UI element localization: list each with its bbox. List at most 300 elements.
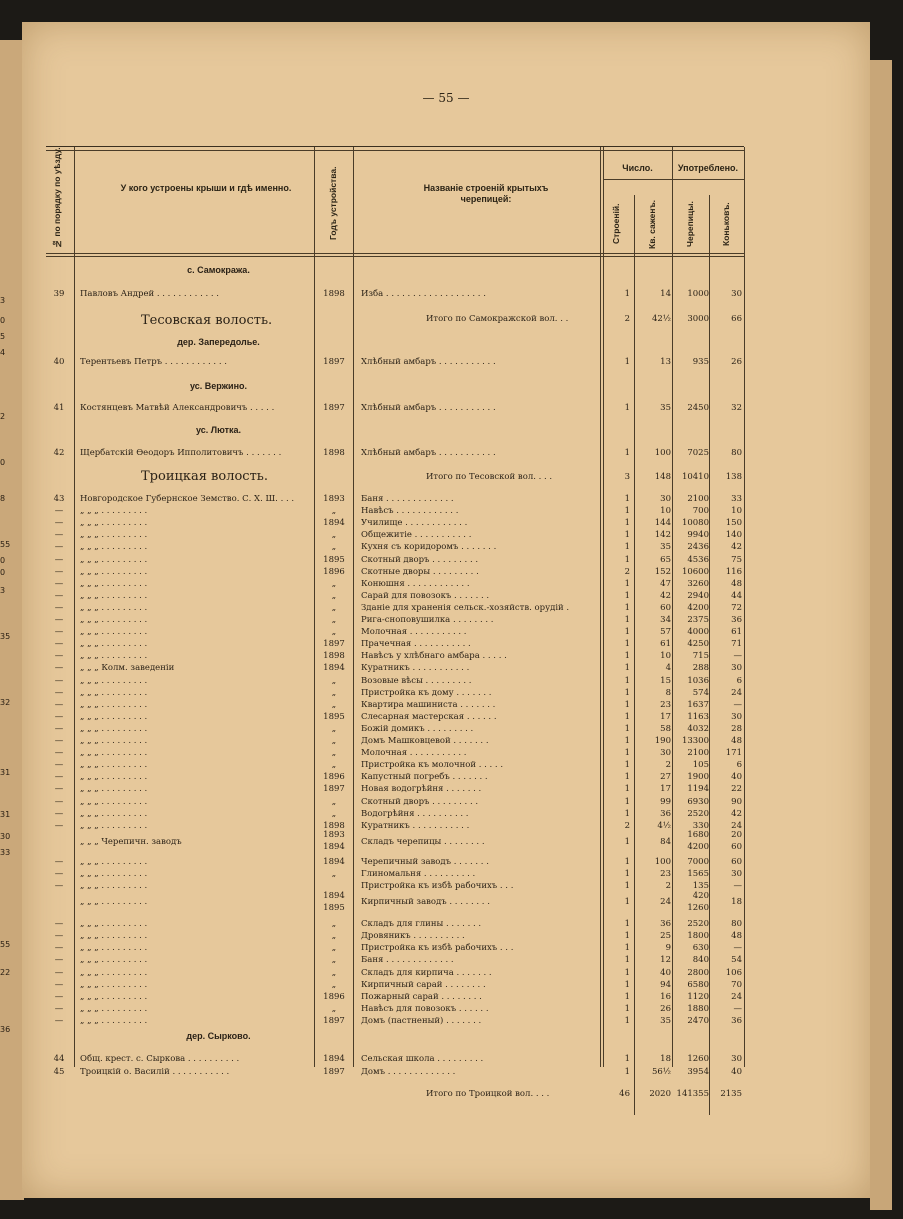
cell-owner: „ „ „ . . . . . . . . .: [80, 627, 148, 638]
cell-building: Глиномальня . . . . . . . . . .: [361, 868, 476, 879]
volost-heading: Тесовская волость.: [141, 313, 273, 328]
cell-building: Домъ (пастненый) . . . . . . .: [361, 1015, 482, 1026]
cell-no: —: [54, 506, 64, 517]
cell-building: Хлѣбный амбаръ . . . . . . . . . . .: [361, 403, 496, 413]
cell-no: —: [54, 675, 64, 686]
cell-area: 58: [660, 723, 671, 734]
cell-count: 1: [624, 796, 630, 807]
cell: 18: [731, 897, 742, 908]
cell-ridge: 80: [731, 919, 742, 930]
cell-count: 1: [624, 530, 630, 541]
margin-number: 36: [0, 1025, 11, 1034]
cell-no: —: [54, 1015, 64, 1026]
cell-count: 1: [624, 856, 630, 867]
cell-area: 30: [660, 494, 671, 504]
cell-ridge: 71: [731, 639, 742, 650]
table-row: [46, 1066, 744, 1079]
cell-ridge: 6: [736, 760, 742, 771]
cell-area: 17: [660, 784, 671, 795]
cell-no: 43: [53, 494, 65, 504]
cell-no: —: [54, 518, 64, 529]
cell-no: —: [54, 1003, 64, 1014]
cell-owner: „ „ „ . . . . . . . . .: [80, 736, 148, 746]
table-row: [46, 723, 744, 736]
cell-area: 23: [660, 699, 671, 710]
cell-ridge: 28: [731, 723, 742, 734]
table-row: [46, 711, 744, 724]
cell-building: Слесарная мастерская . . . . . .: [361, 711, 497, 722]
table-row: [46, 1003, 744, 1016]
table-row: [46, 759, 744, 772]
cell-no: —: [54, 578, 64, 589]
cell: 1260: [687, 903, 709, 914]
cell-tiles: 1036: [687, 675, 709, 686]
cell-ridge: 32: [731, 403, 742, 413]
table-row: [46, 554, 744, 567]
cell-no: —: [54, 808, 64, 819]
cell-building: Училище . . . . . . . . . . . .: [361, 518, 468, 529]
margin-number: 2: [0, 412, 6, 421]
cell-tiles: 105: [692, 760, 709, 771]
cell-ridge: 90: [731, 796, 742, 807]
cell-count: 1: [624, 881, 630, 891]
cell-building: Конюшня . . . . . . . . . . . .: [361, 578, 470, 589]
cell-building: Баня . . . . . . . . . . . . .: [361, 494, 454, 504]
cell-building: Пристройка къ молочной . . . . .: [361, 760, 504, 771]
cell-area: 42½: [651, 314, 671, 324]
cell-tiles: 3000: [687, 314, 709, 324]
table-row: [46, 942, 744, 955]
cell-no: —: [54, 651, 64, 662]
cell-building: Божій домикъ . . . . . . . . .: [361, 723, 474, 734]
cell-building: Сарай для повозокъ . . . . . . .: [361, 590, 490, 601]
page-number: — 55 —: [422, 91, 470, 105]
cell-ridge: —: [733, 1003, 742, 1014]
cell-owner: „ „ „ . . . . . . . . .: [80, 530, 148, 541]
cell-building: Кухня съ коридоромъ . . . . . . .: [361, 542, 497, 553]
cell-area: 4½: [657, 820, 671, 831]
cell-count: 1: [624, 687, 630, 698]
cell-owner: „ „ „ . . . . . . . . .: [80, 687, 148, 698]
cell-no: 41: [53, 403, 65, 413]
cell-count: 1: [624, 403, 630, 413]
cell-building: Скотные дворы . . . . . . . . .: [361, 566, 479, 577]
cell-area: 30: [660, 748, 671, 759]
cell-building: Итого по Самокражской вол. . .: [426, 314, 569, 324]
cell-area: 94: [660, 979, 671, 990]
cell-tiles: 6930: [687, 796, 709, 807]
margin-number: 55: [0, 540, 11, 549]
cell-tiles: 6580: [687, 979, 709, 990]
cell-no: —: [54, 881, 64, 891]
cell-count: 1: [624, 357, 630, 367]
cell-tiles: 574: [692, 687, 709, 698]
cell-year: „: [331, 687, 337, 698]
cell-year: 1897: [323, 784, 345, 795]
cell-count: 1: [624, 711, 630, 722]
cell-tiles: 2520: [687, 808, 709, 819]
cell-owner: „ „ „ . . . . . . . . .: [80, 881, 148, 891]
table-row: [46, 517, 744, 530]
cell-year: „: [331, 808, 337, 819]
cell-area: 190: [654, 736, 671, 746]
cell-tiles: 7025: [687, 448, 709, 458]
table-row: [46, 967, 744, 980]
cell-tiles: 10080: [681, 518, 709, 529]
cell-tiles: 288: [692, 663, 709, 674]
table-row: [46, 602, 744, 615]
cell-ridge: 66: [731, 314, 742, 324]
header-count: Строеній.: [611, 203, 621, 245]
cell-ridge: 30: [731, 711, 742, 722]
cell-no: 45: [53, 1066, 65, 1077]
cell-tiles: 2375: [687, 615, 709, 625]
cell-ridge: 42: [731, 542, 742, 553]
cell-tiles: 2100: [687, 494, 709, 504]
cell-building: Сельская школа . . . . . . . . .: [361, 1054, 484, 1064]
cell-tiles: 700: [692, 506, 709, 517]
cell-owner: Новгородское Губернское Земство. С. Х. Ш. . . .: [80, 494, 295, 504]
cell-owner: „ „ „ . . . . . . . . .: [80, 931, 148, 942]
cell-building: Квартира машиниста . . . . . . .: [361, 699, 496, 710]
cell-owner: „ „ „ . . . . . . . . .: [80, 967, 148, 978]
cell-building: Домъ . . . . . . . . . . . . .: [361, 1066, 456, 1077]
cell-building: Молочная . . . . . . . . . . .: [361, 627, 467, 638]
table-row: [46, 541, 744, 554]
table-row: [46, 578, 744, 591]
cell: „ „ „ . . . . . . . . .: [80, 897, 148, 908]
cell-tiles: 1120: [687, 991, 709, 1002]
header-owner: У кого устроены крыши и гдѣ именно.: [120, 183, 292, 193]
settlement-heading: дер. Сырково.: [186, 1031, 251, 1041]
cell: 1680: [687, 829, 709, 840]
cell-owner: „ „ „ . . . . . . . . .: [80, 518, 148, 529]
cell-tiles: 4536: [687, 554, 709, 565]
cell-building: Пристройка къ избѣ рабочихъ . . .: [361, 881, 514, 891]
cell-area: 10: [660, 651, 671, 662]
cell-count: 1: [624, 448, 630, 458]
cell-year: 1894: [323, 1054, 345, 1064]
cell: 1893: [323, 829, 345, 840]
cell-no: —: [54, 590, 64, 601]
cell: 4200: [687, 841, 709, 852]
header-used-group: Употреблено.: [677, 163, 739, 173]
cell-count: 1: [624, 919, 630, 930]
cell-tiles: 1260: [687, 1054, 709, 1064]
cell-area: 25: [660, 931, 671, 942]
cell-owner: „ „ „ . . . . . . . . .: [80, 566, 148, 577]
cell-count: 1: [624, 590, 630, 601]
total-count: 46: [619, 1088, 630, 1099]
cell-year: „: [331, 590, 337, 601]
cell-year: „: [331, 760, 337, 771]
cell-ridge: 171: [725, 748, 742, 759]
table-row: [46, 638, 744, 651]
cell-no: —: [54, 530, 64, 541]
cell-area: 99: [660, 796, 671, 807]
cell-no: 42: [53, 448, 65, 458]
cell-count: 1: [624, 967, 630, 978]
cell-building: Возовые вѣсы . . . . . . . . .: [361, 675, 472, 686]
margin-number: 33: [0, 848, 11, 857]
cell-no: —: [54, 955, 64, 966]
cell-area: 9: [665, 943, 671, 954]
table-row: [46, 662, 744, 675]
document-page: [22, 22, 870, 1198]
cell-owner: „ „ „ . . . . . . . . .: [80, 590, 148, 601]
cell-owner: „ „ „ . . . . . . . . .: [80, 868, 148, 879]
cell: 1894: [323, 841, 345, 852]
table-row: [46, 841, 744, 854]
cell-year: 1897: [323, 639, 345, 650]
cell-ridge: 24: [731, 820, 742, 831]
cell-ridge: 26: [731, 357, 742, 367]
cell-tiles: 1163: [687, 711, 709, 722]
cell-ridge: 116: [725, 566, 742, 577]
table-row: [46, 954, 744, 967]
cell-building: Капустный погребъ . . . . . . .: [361, 772, 488, 783]
cell-area: 142: [654, 530, 671, 541]
cell-count: 1: [624, 639, 630, 650]
cell-owner: „ „ „ . . . . . . . . .: [80, 760, 148, 771]
margin-number: 8: [0, 494, 6, 503]
total-tiles: 141355: [676, 1088, 709, 1099]
cell-tiles: 1800: [687, 931, 709, 942]
cell-count: 1: [624, 991, 630, 1002]
margin-number: 3: [0, 586, 6, 595]
cell-year: „: [331, 675, 337, 686]
cell-area: 42: [660, 590, 671, 601]
cell-ridge: 70: [731, 979, 742, 990]
table-row: [46, 979, 744, 992]
cell-area: 2: [665, 760, 671, 771]
cell-area: 40: [660, 967, 671, 978]
cell-building: Складъ для глины . . . . . . .: [361, 919, 482, 930]
cell-owner: „ „ „ . . . . . . . . .: [80, 615, 148, 625]
cell-area: 57: [660, 627, 671, 638]
cell-building: Общежитіе . . . . . . . . . . .: [361, 530, 472, 541]
cell-tiles: 4000: [687, 627, 709, 638]
table-row: [46, 566, 744, 579]
margin-number: 5: [0, 332, 6, 341]
cell-building: Итого по Тесовской вол. . . .: [426, 472, 553, 482]
tile-roofs-table: [46, 146, 744, 1099]
cell-count: 1: [624, 772, 630, 783]
cell-ridge: 36: [731, 615, 742, 625]
cell-year: 1897: [323, 1015, 345, 1026]
total-label: Итого по Троицкой вол. . . .: [426, 1088, 550, 1099]
cell-year: „: [331, 955, 337, 966]
cell-owner: Общ. крест. с. Сыркова . . . . . . . . . .: [80, 1054, 240, 1064]
cell: 20: [731, 829, 742, 840]
cell-area: 35: [660, 403, 671, 413]
cell-tiles: 4032: [687, 723, 709, 734]
cell-year: 1897: [323, 357, 345, 367]
cell-no: —: [54, 856, 64, 867]
cell-year: „: [331, 602, 337, 613]
cell-no: 40: [53, 357, 65, 367]
cell-no: —: [54, 796, 64, 807]
cell-count: 1: [624, 518, 630, 529]
cell-owner: „ „ „ . . . . . . . . .: [80, 651, 148, 662]
cell-ridge: 36: [731, 1015, 742, 1026]
cell-year: „: [331, 578, 337, 589]
cell-owner: „ „ „ . . . . . . . . .: [80, 602, 148, 613]
margin-number: 22: [0, 968, 11, 977]
cell-ridge: 138: [725, 472, 742, 482]
cell-building: Водогрѣйня . . . . . . . . . .: [361, 808, 469, 819]
rule: [46, 253, 744, 254]
cell-no: —: [54, 639, 64, 650]
cell: 84: [660, 836, 671, 847]
cell-area: 65: [660, 554, 671, 565]
cell-no: 44: [53, 1054, 65, 1064]
header-no: № по порядку по уѣзду.: [52, 147, 62, 249]
cell-tiles: 7000: [687, 856, 709, 867]
cell-year: 1898: [323, 448, 345, 458]
cell-area: 100: [654, 856, 671, 867]
cell-ridge: 24: [731, 687, 742, 698]
cell-no: —: [54, 868, 64, 879]
cell-no: —: [54, 566, 64, 577]
cell-no: —: [54, 784, 64, 795]
header-building: Названіе строеній крытыхъ черепицей:: [423, 183, 549, 205]
rule: [46, 150, 744, 151]
cell-ridge: 40: [731, 1066, 742, 1077]
table-row: [46, 930, 744, 943]
cell-ridge: 30: [731, 663, 742, 674]
cell-year: „: [331, 931, 337, 942]
cell-ridge: —: [733, 881, 742, 891]
cell-tiles: 2800: [687, 967, 709, 978]
cell-building: Навѣсъ у хлѣбнаго амбара . . . . .: [361, 651, 507, 662]
cell: „ „ „ Черепичн. заводъ: [80, 836, 182, 847]
cell-no: —: [54, 919, 64, 930]
rule: [744, 147, 745, 1067]
cell-tiles: 3260: [687, 578, 709, 589]
cell-building: Прачечная . . . . . . . . . . .: [361, 639, 471, 650]
cell-owner: „ „ „ . . . . . . . . .: [80, 772, 148, 783]
cell-count: 1: [624, 955, 630, 966]
cell-ridge: 75: [731, 554, 742, 565]
cell-year: „: [331, 530, 337, 541]
cell-ridge: 48: [731, 931, 742, 942]
cell-tiles: 4200: [687, 602, 709, 613]
cell-area: 152: [654, 566, 671, 577]
cell-count: 1: [624, 506, 630, 517]
cell-tiles: 1565: [687, 868, 709, 879]
cell-count: 1: [624, 736, 630, 746]
cell-area: 17: [660, 711, 671, 722]
cell: 420: [692, 891, 709, 902]
cell-building: Хлѣбный амбаръ . . . . . . . . . . .: [361, 448, 496, 458]
cell-no: —: [54, 615, 64, 625]
cell-ridge: 60: [731, 856, 742, 867]
cell-no: —: [54, 736, 64, 746]
table-row: [46, 1053, 744, 1066]
cell-owner: Троицкій о. Василій . . . . . . . . . . .: [80, 1066, 230, 1077]
cell-no: 39: [53, 289, 65, 299]
cell-tiles: 4250: [687, 639, 709, 650]
margin-number: 0: [0, 316, 6, 325]
cell-owner: „ „ „ . . . . . . . . .: [80, 991, 148, 1002]
cell-tiles: 1637: [687, 699, 709, 710]
cell: 1: [624, 897, 630, 908]
cell-owner: „ „ „ . . . . . . . . .: [80, 711, 148, 722]
cell-year: 1897: [323, 1066, 345, 1077]
cell-year: „: [331, 627, 337, 638]
table-row: [46, 590, 744, 603]
cell-year: „: [331, 699, 337, 710]
cell-tiles: 2450: [687, 403, 709, 413]
cell-no: —: [54, 627, 64, 638]
table-row: [46, 918, 744, 931]
cell-area: 2: [665, 881, 671, 891]
table-row: [46, 796, 744, 809]
cell-count: 1: [624, 760, 630, 771]
cell-area: 15: [660, 675, 671, 686]
cell-no: —: [54, 687, 64, 698]
total-area: 2020: [649, 1088, 671, 1099]
cell-tiles: 2436: [687, 542, 709, 553]
cell-owner: „ „ „ . . . . . . . . .: [80, 1015, 148, 1026]
cell-ridge: 6: [736, 675, 742, 686]
cell-ridge: 106: [725, 967, 742, 978]
cell-no: —: [54, 711, 64, 722]
cell-year: 1896: [323, 991, 345, 1002]
table-row: [46, 675, 744, 688]
cell-owner: „ „ „ . . . . . . . . .: [80, 820, 148, 831]
cell-year: „: [331, 967, 337, 978]
margin-number: 31: [0, 810, 11, 819]
cell-area: 56½: [651, 1066, 671, 1077]
cell-owner: „ „ „ . . . . . . . . .: [80, 639, 148, 650]
settlement-heading: ус. Лютка.: [196, 425, 241, 435]
cell-tiles: 3954: [687, 1066, 709, 1077]
table-row: [46, 356, 744, 369]
cell-tiles: 1880: [687, 1003, 709, 1014]
cell-owner: „ „ „ . . . . . . . . .: [80, 943, 148, 954]
cell-area: 27: [660, 772, 671, 783]
table-row: [46, 529, 744, 542]
cell: Складъ черепицы . . . . . . . .: [361, 836, 485, 847]
cell-owner: „ „ „ Колм. заведеніи: [80, 663, 175, 674]
cell-year: „: [331, 723, 337, 734]
cell-owner: Павловъ Андрей . . . . . . . . . . . .: [80, 289, 219, 299]
cell-area: 16: [660, 991, 671, 1002]
cell-tiles: 135: [692, 881, 709, 891]
cell-no: —: [54, 943, 64, 954]
cell-year: 1896: [323, 566, 345, 577]
cell-owner: „ „ „ . . . . . . . . .: [80, 979, 148, 990]
table-row: [46, 288, 744, 301]
cell-ridge: 61: [731, 627, 742, 638]
cell-owner: „ „ „ . . . . . . . . .: [80, 554, 148, 565]
cell-ridge: 48: [731, 736, 742, 746]
cell-year: „: [331, 979, 337, 990]
cell-building: Складъ для кирпича . . . . . . .: [361, 967, 492, 978]
table-row: [46, 687, 744, 700]
table-row: [46, 505, 744, 518]
cell-year: 1897: [323, 403, 345, 413]
cell-area: 12: [660, 955, 671, 966]
right-page-edge: [870, 60, 892, 1210]
cell-area: 34: [660, 615, 671, 625]
cell-building: Дровяникъ . . . . . . . . . .: [361, 931, 465, 942]
cell-count: 1: [624, 868, 630, 879]
cell-ridge: 44: [731, 590, 742, 601]
rule: [46, 256, 744, 257]
